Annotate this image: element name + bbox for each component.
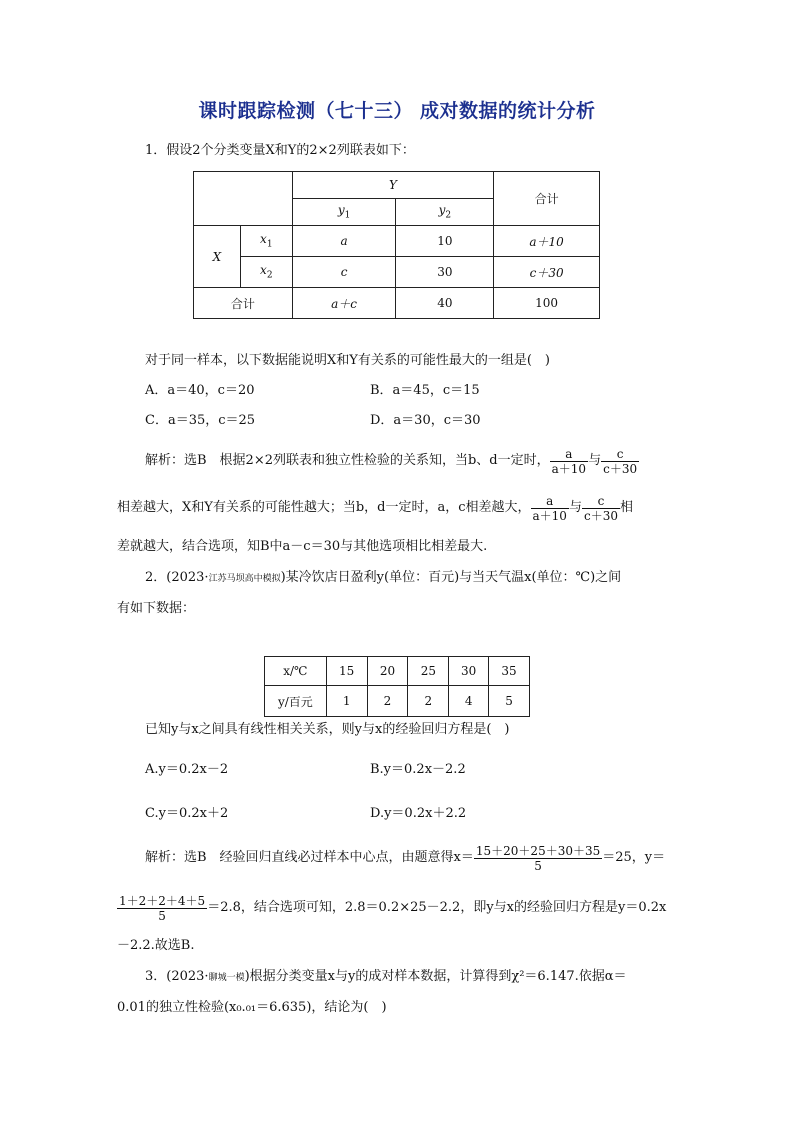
y-value: 1: [326, 686, 367, 717]
corner-cell: [194, 172, 293, 226]
q1-solution-line1: [145, 443, 639, 479]
y-header: Y: [292, 172, 493, 199]
q2-solution-line3: －2.2.故选B.: [117, 938, 195, 953]
y-value: 5: [489, 686, 530, 717]
x-label: X: [194, 226, 241, 288]
q1-solution-line3: 差就越大，结合选项，知B中a－c＝30与其他选项相比相差最大.: [117, 539, 488, 554]
q2-option-b: B.y＝0.2x－2.2: [370, 762, 466, 777]
cell-r2c3: c＋30: [494, 257, 600, 288]
connector-text: 与: [588, 453, 602, 468]
x-value: 30: [449, 657, 489, 686]
q1-stem: 1．假设2个分类变量X和Y的2×2列联表如下：: [145, 143, 415, 158]
y-value: 2: [408, 686, 449, 717]
total-row-label: 合计: [194, 288, 293, 319]
q1-question: 对于同一样本，以下数据能说明X和Y有关系的可能性最大的一组是( ): [145, 353, 550, 368]
cell-r3c3: 100: [494, 288, 600, 319]
q1-option-c: C．a＝35，c＝25: [145, 413, 256, 428]
connector-text: 与: [568, 500, 582, 515]
x1-label: $x_1$: [240, 226, 292, 257]
q1-option-d: D．a＝30，c＝30: [370, 413, 481, 428]
x2-label: $x_2$: [240, 257, 292, 288]
y2-header: $y_2$: [396, 199, 494, 226]
source-label: 江苏马坝高中模拟: [208, 574, 281, 584]
cell-r3c1: a＋c: [292, 288, 396, 319]
fraction-c: $\frac{c}{c+30}$: [603, 446, 638, 476]
cell-r3c2: 40: [396, 288, 494, 319]
solution-text: 解析：选B 根据2×2列联表和独立性检验的关系知，当b、d一定时，: [145, 453, 550, 468]
q2-question: 已知y与x之间具有线性相关关系，则y与x的经验回归方程是( ): [145, 722, 510, 737]
contingency-table: [193, 171, 600, 319]
x-value: 25: [408, 657, 449, 686]
fraction-x-mean: $\frac{15+20+25+30+35}{5}$: [475, 843, 601, 873]
q2-option-d: D.y＝0.2x＋2.2: [370, 806, 467, 821]
solution-text: ＝25，y＝: [602, 850, 666, 865]
solution-text: 相: [619, 500, 633, 515]
source-label: 聊城一模: [208, 973, 245, 983]
q2-stem-line2: 有如下数据：: [117, 601, 196, 616]
q2-option-c: C.y＝0.2x＋2: [145, 806, 229, 821]
row-label-y: y/百元: [265, 686, 327, 717]
solution-text: 相差越大，X和Y有关系的可能性越大；当b，d一定时，a，c相差越大，: [117, 500, 531, 515]
row-label-x: x/℃: [265, 657, 327, 686]
fraction-a: $\frac{a}{a+10}$: [551, 446, 587, 476]
solution-text: ＝2.8，结合选项可知，2.8＝0.2×25－2.2，即y与x的经验回归方程是y＝0.2x: [207, 900, 667, 915]
cell-r2c1: c: [292, 257, 396, 288]
fraction-c: $\frac{c}{c+30}$: [583, 493, 618, 523]
data-table: [264, 656, 530, 717]
q2-solution-line2: [117, 888, 666, 928]
fraction-a: $\frac{a}{a+10}$: [532, 493, 567, 523]
q2-stem-line1: 2．(2023·江苏马坝高中模拟)某冷饮店日盈利y(单位：百元)与当天气温x(单位：℃)之间: [145, 570, 622, 585]
y-value: 2: [367, 686, 408, 717]
cell-r2c2: 30: [396, 257, 494, 288]
q1-solution-line2: [117, 490, 633, 526]
fraction-y-mean: $\frac{1+2+2+4+5}{5}$: [119, 893, 206, 923]
x-value: 15: [326, 657, 367, 686]
page-title: 课时跟踪检测（七十三） 成对数据的统计分析: [198, 100, 596, 122]
x-value: 20: [367, 657, 408, 686]
cell-r1c1: a: [292, 226, 396, 257]
total-header: 合计: [494, 172, 600, 226]
q2-option-a: A.y＝0.2x－2: [145, 762, 229, 777]
y-value: 4: [449, 686, 489, 717]
y1-header: $y_1$: [292, 199, 396, 226]
cell-r1c3: a＋10: [494, 226, 600, 257]
x-value: 35: [489, 657, 530, 686]
solution-text: 解析：选B 经验回归直线必过样本中心点，由题意得x＝: [145, 850, 474, 865]
q2-solution-line1: [145, 838, 665, 878]
q1-option-a: A．a＝40，c＝20: [145, 383, 255, 398]
q1-option-b: B．a＝45，c＝15: [370, 383, 480, 398]
q3-line1: 3．(2023·聊城一模)根据分类变量x与y的成对样本数据，计算得到χ²＝6.147.依据α＝: [145, 969, 627, 984]
q3-line2: 0.01的独立性检验(x₀.₀₁＝6.635)，结论为( ): [117, 1000, 387, 1015]
cell-r1c2: 10: [396, 226, 494, 257]
